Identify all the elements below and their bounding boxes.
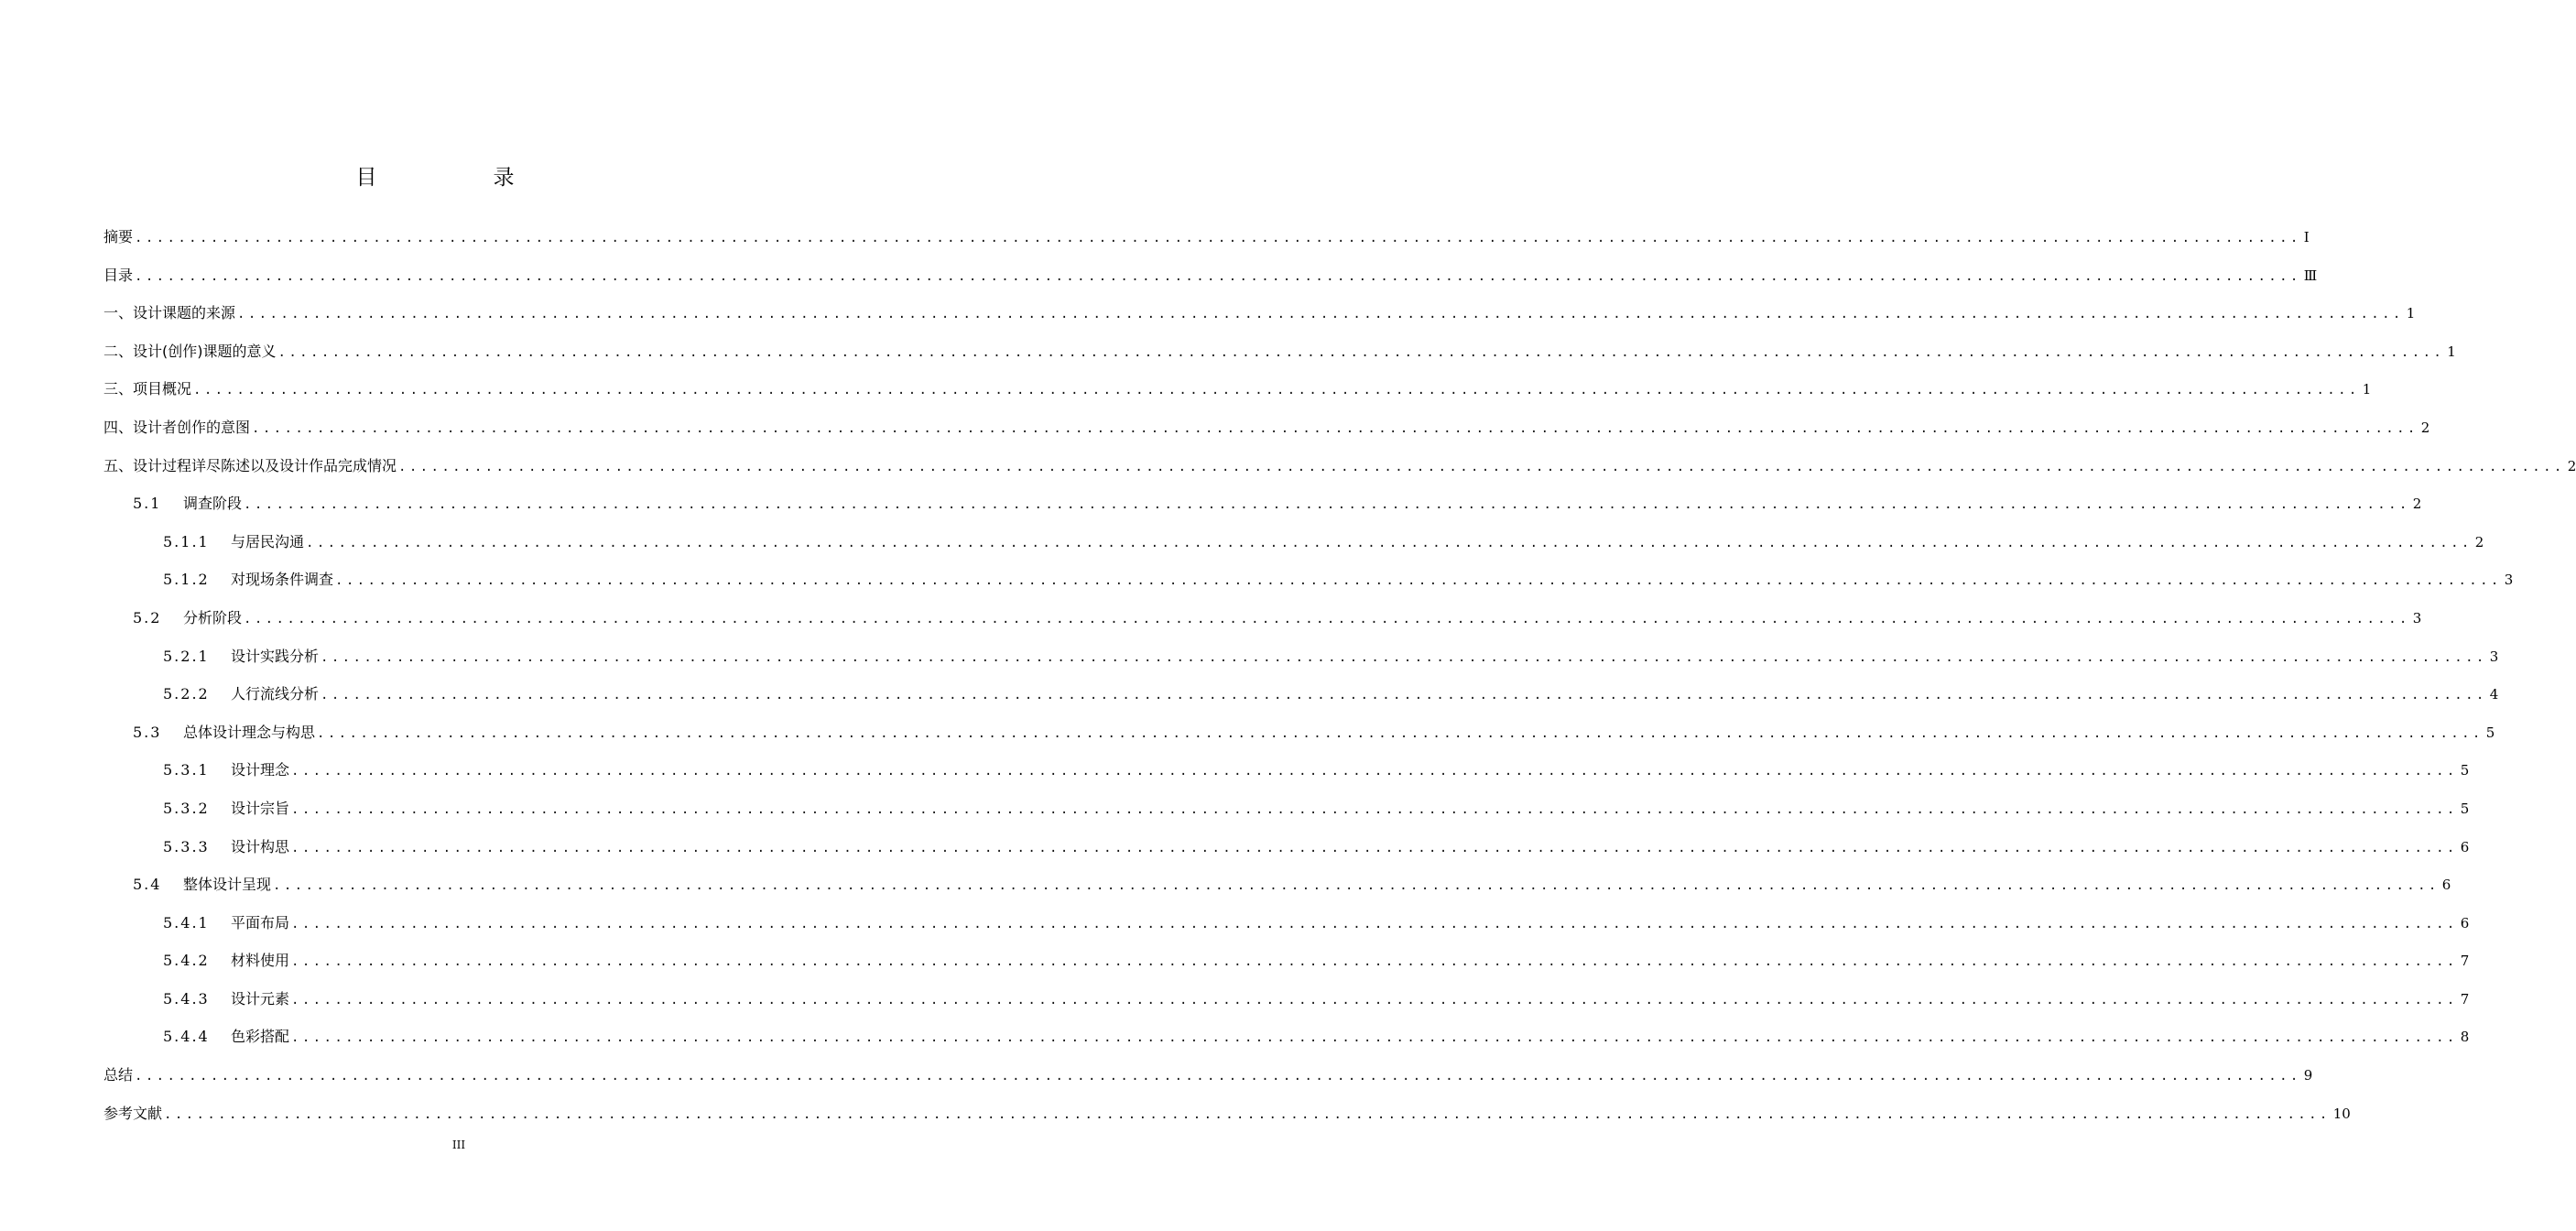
toc-entry-page: 5 bbox=[2485, 724, 2495, 741]
toc-entry-5-2-2[interactable] bbox=[103, 675, 2499, 714]
toc-entry-label: 设计元素 bbox=[231, 989, 290, 1008]
toc-entry-5-4-1[interactable] bbox=[103, 904, 2470, 942]
toc-entry-number: 5.3.2 bbox=[163, 799, 210, 817]
toc-entry-page: 1 bbox=[2447, 343, 2456, 360]
toc-entry-number: 5.4.3 bbox=[163, 989, 210, 1008]
toc-entry-page: 2 bbox=[2567, 457, 2576, 474]
toc-entry-5-2[interactable] bbox=[103, 599, 2422, 637]
toc-entry-number: 5.1.1 bbox=[163, 532, 210, 550]
toc-entry-page: 7 bbox=[2460, 953, 2470, 970]
toc-entry-page: 1 bbox=[2406, 305, 2416, 322]
toc-entry-page: 5 bbox=[2460, 762, 2470, 779]
toc-entry-label: 摘要 bbox=[103, 228, 134, 245]
toc-entry-section-3[interactable] bbox=[103, 370, 2372, 409]
toc-entry-5-3-3[interactable] bbox=[103, 828, 2470, 866]
toc-entry-page: 7 bbox=[2460, 990, 2470, 1008]
toc-entry-contents[interactable] bbox=[103, 256, 2318, 295]
toc-entry-label: 色彩搭配 bbox=[231, 1028, 290, 1046]
toc-entry-label: 平面布局 bbox=[231, 913, 290, 931]
toc-entry-number: 5.2.2 bbox=[163, 685, 210, 703]
toc-leader-dots: ........................................................................................................................................................................................................ bbox=[244, 497, 2410, 513]
toc-leader-dots: ........................................................................................................................................................................................................ bbox=[135, 231, 2301, 245]
toc-entry-5-1[interactable] bbox=[103, 485, 2422, 523]
toc-entry-page: 2 bbox=[2420, 419, 2430, 436]
toc-leader-dots: ........................................................................................................................................................................................................ bbox=[291, 954, 2458, 970]
toc-leader-dots: ........................................................................................................................................................................................................ bbox=[277, 344, 2445, 360]
toc-leader-dots: ........................................................................................................................................................................................................ bbox=[291, 1030, 2458, 1046]
toc-entry-label: 分析阶段 bbox=[183, 608, 243, 626]
toc-entry-page: 3 bbox=[2504, 572, 2514, 589]
toc-entry-page: 6 bbox=[2460, 838, 2470, 855]
toc-leader-dots: ........................................................................................................................................................................................................ bbox=[237, 307, 2404, 322]
toc-entry-5-4[interactable] bbox=[103, 866, 2451, 904]
toc-entry-number: 5.3.3 bbox=[163, 837, 210, 855]
toc-entry-references[interactable] bbox=[103, 1095, 2351, 1133]
toc-entry-5-2-1[interactable] bbox=[103, 637, 2499, 676]
toc-entry-5-3-1[interactable] bbox=[103, 751, 2470, 790]
toc-entry-label: 三、项目概况 bbox=[103, 380, 192, 398]
toc-entry-number: 5.1.2 bbox=[163, 571, 210, 589]
toc-entry-page: Ⅲ bbox=[2303, 267, 2318, 284]
toc-leader-dots: ........................................................................................................................................................................................................ bbox=[321, 688, 2487, 703]
toc-entry-label: 对现场条件调查 bbox=[231, 571, 334, 589]
toc-entry-number: 5.2.1 bbox=[163, 647, 210, 665]
toc-entry-page: 10 bbox=[2332, 1105, 2351, 1122]
toc-entry-label: 总结 bbox=[103, 1066, 134, 1084]
toc-entry-page: 8 bbox=[2460, 1029, 2470, 1046]
toc-entry-5-1-2[interactable] bbox=[103, 561, 2514, 599]
toc-entry-label: 设计构思 bbox=[231, 837, 290, 855]
toc-leader-dots: ........................................................................................................................................................................................................ bbox=[291, 801, 2458, 817]
toc-entry-page: 6 bbox=[2441, 877, 2451, 894]
toc-entry-abstract[interactable] bbox=[103, 218, 2310, 256]
toc-leader-dots: ........................................................................................................................................................................................................ bbox=[273, 878, 2440, 894]
toc-entry-label: 参考文献 bbox=[103, 1104, 163, 1122]
toc-entry-page: 1 bbox=[2362, 381, 2372, 398]
toc-entry-label: 设计实践分析 bbox=[231, 647, 320, 665]
toc-leader-dots: ........................................................................................................................................................................................................ bbox=[135, 268, 2301, 284]
toc-entry-5-3[interactable] bbox=[103, 714, 2495, 752]
toc-entry-label: 与居民沟通 bbox=[231, 532, 305, 550]
toc-entry-label: 设计理念 bbox=[231, 761, 290, 779]
toc-leader-dots: ........................................................................................................................................................................................................ bbox=[291, 840, 2458, 855]
toc-leader-dots: ........................................................................................................................................................................................................ bbox=[398, 459, 2565, 474]
toc-entry-number: 5.3.1 bbox=[163, 761, 210, 779]
toc-entry-label: 设计宗旨 bbox=[231, 799, 290, 817]
toc-entry-label: 目录 bbox=[103, 266, 134, 284]
toc-leader-dots: ........................................................................................................................................................................................................ bbox=[291, 992, 2458, 1008]
table-of-contents bbox=[103, 218, 2576, 1132]
toc-entry-section-5[interactable] bbox=[103, 447, 2576, 485]
toc-leader-dots: ........................................................................................................................................................................................................ bbox=[291, 764, 2458, 779]
toc-entry-number: 5.2 bbox=[133, 608, 162, 626]
toc-entry-number: 5.4 bbox=[133, 876, 162, 894]
toc-entry-page: 2 bbox=[2412, 496, 2422, 513]
toc-leader-dots: ........................................................................................................................................................................................................ bbox=[244, 611, 2410, 626]
toc-leader-dots: ........................................................................................................................................................................................................ bbox=[317, 725, 2484, 741]
toc-entry-page: 5 bbox=[2460, 800, 2470, 817]
toc-entry-page: 6 bbox=[2460, 914, 2470, 931]
toc-entry-label: 一、设计课题的来源 bbox=[103, 304, 236, 322]
toc-leader-dots: ........................................................................................................................................................................................................ bbox=[335, 573, 2502, 589]
toc-entry-number: 5.4.2 bbox=[163, 952, 210, 970]
toc-entry-section-2[interactable] bbox=[103, 332, 2456, 371]
toc-entry-conclusion[interactable] bbox=[103, 1056, 2313, 1095]
toc-entry-label: 总体设计理念与构思 bbox=[183, 723, 316, 741]
toc-leader-dots: ........................................................................................................................................................................................................ bbox=[291, 916, 2458, 931]
toc-entry-page: 3 bbox=[2489, 648, 2499, 665]
toc-entry-section-1[interactable] bbox=[103, 294, 2416, 332]
toc-entry-label: 整体设计呈现 bbox=[183, 876, 272, 894]
toc-entry-label: 调查阶段 bbox=[183, 495, 243, 513]
toc-entry-number: 5.4.1 bbox=[163, 913, 210, 931]
toc-entry-section-4[interactable] bbox=[103, 409, 2430, 447]
toc-leader-dots: ........................................................................................................................................................................................................ bbox=[306, 535, 2473, 550]
toc-entry-5-1-1[interactable] bbox=[103, 523, 2484, 561]
page-number-footer: III bbox=[451, 1138, 466, 1151]
toc-entry-5-3-2[interactable] bbox=[103, 790, 2470, 828]
toc-entry-label: 五、设计过程详尽陈述以及设计作品完成情况 bbox=[103, 456, 397, 474]
toc-entry-label: 人行流线分析 bbox=[231, 685, 320, 703]
toc-entry-label: 二、设计(创作)课题的意义 bbox=[103, 342, 277, 360]
toc-entry-label: 四、设计者创作的意图 bbox=[103, 418, 251, 436]
toc-entry-page: 9 bbox=[2303, 1067, 2313, 1084]
toc-leader-dots: ........................................................................................................................................................................................................ bbox=[321, 649, 2487, 665]
toc-leader-dots: ........................................................................................................................................................................................................ bbox=[135, 1069, 2301, 1084]
toc-entry-number: 5.3 bbox=[133, 723, 162, 741]
toc-entry-page: 3 bbox=[2412, 609, 2422, 626]
toc-entry-label: 材料使用 bbox=[231, 952, 290, 970]
toc-leader-dots: ........................................................................................................................................................................................................ bbox=[252, 420, 2418, 436]
toc-leader-dots: ........................................................................................................................................................................................................ bbox=[164, 1106, 2331, 1122]
toc-entry-5-4-4[interactable] bbox=[103, 1018, 2470, 1056]
toc-entry-page: Ⅰ bbox=[2303, 229, 2310, 245]
toc-entry-page: 4 bbox=[2489, 686, 2499, 703]
toc-entry-page: 2 bbox=[2474, 533, 2484, 550]
toc-entry-5-4-2[interactable] bbox=[103, 942, 2470, 980]
page-title: 目 录 bbox=[355, 166, 562, 190]
toc-entry-5-4-3[interactable] bbox=[103, 980, 2470, 1019]
toc-entry-number: 5.4.4 bbox=[163, 1028, 210, 1046]
toc-leader-dots: ........................................................................................................................................................................................................ bbox=[193, 383, 2360, 398]
toc-entry-number: 5.1 bbox=[133, 495, 162, 513]
